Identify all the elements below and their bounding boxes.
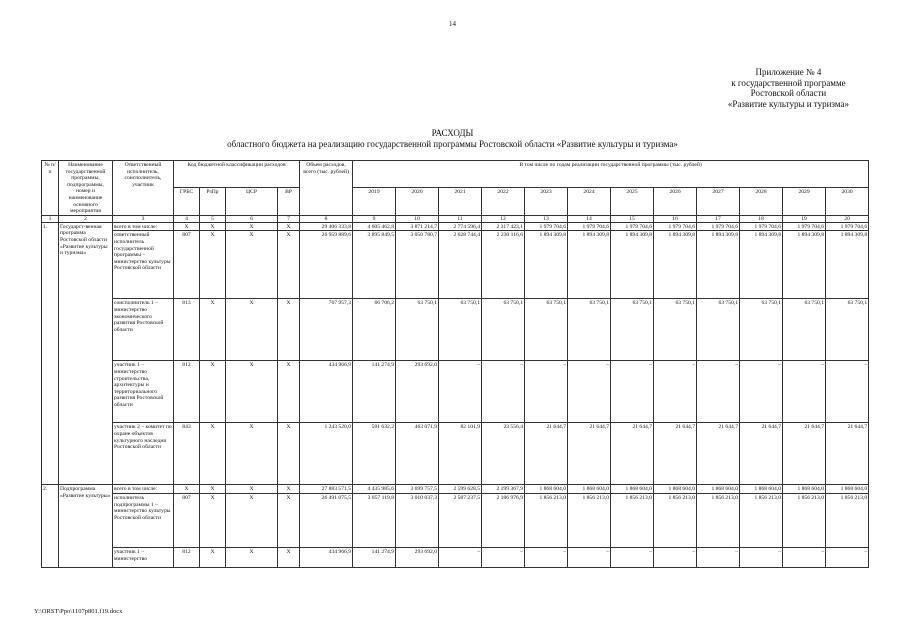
row-year-value: 141 274,9 [353, 547, 396, 567]
row-responsible: участник 2 – комитет по охране объектов культурного наследия Ростовской области [113, 423, 174, 485]
row-year-value: 21 644,7 [611, 423, 654, 485]
row-responsible: ответственный исполнитель государственной программы – министерство культуры Ростовской области [113, 231, 174, 299]
row-year-value: 63 750,1 [482, 299, 525, 361]
row-total: 434 966,9 [300, 547, 353, 567]
program-number: 2. [42, 485, 59, 568]
row-year-value: 501 632,2 [353, 423, 396, 485]
header-year: 2024 [568, 188, 611, 215]
row-csr: X [226, 493, 278, 547]
header-code-group: Код бюджетной классификации расходов [174, 161, 300, 188]
row-year-value: – [826, 361, 869, 423]
row-year-value: 63 750,1 [439, 299, 482, 361]
row-vr: X [278, 231, 300, 299]
row-year-value: 1 979 704,6 [783, 222, 826, 231]
row-year-value: – [482, 361, 525, 423]
column-number: 16 [654, 215, 697, 222]
column-number: 19 [783, 215, 826, 222]
column-number: 1 [42, 215, 59, 222]
footer-filepath: Y:\ORST\Ppo\1107p801.f19.docx [34, 608, 123, 615]
row-total: 29 406 333,8 [300, 222, 353, 231]
column-number: 9 [353, 215, 396, 222]
table-row [42, 299, 869, 361]
column-number-row [42, 215, 869, 222]
row-responsible: исполнитель подпрограммы 1 – министерство культуры Ростовской области [113, 493, 174, 547]
header-year: 2021 [439, 188, 482, 215]
row-rzpr: X [200, 493, 226, 547]
header-year: 2023 [525, 188, 568, 215]
row-year-value: 63 750,1 [568, 299, 611, 361]
program-name: Подпрограмма «Развитие культуры» [59, 485, 113, 568]
row-year-value: 1 894 309,8 [525, 231, 568, 299]
row-year-value: 1 856 213,0 [525, 493, 568, 547]
row-year-value: – [568, 547, 611, 567]
row-year-value: – [525, 547, 568, 567]
row-grbs: 807 [174, 231, 200, 299]
column-number: 10 [396, 215, 439, 222]
row-year-value: – [439, 361, 482, 423]
header-year: 2022 [482, 188, 525, 215]
row-grbs: 812 [174, 361, 200, 423]
row-year-value: 1 868 604,0 [740, 485, 783, 494]
row-responsible: участник 1 – министерство [113, 547, 174, 567]
appendix-line: Приложение № 4 [755, 67, 822, 77]
row-total: 1 243 520,0 [300, 423, 353, 485]
column-number: 8 [300, 215, 353, 222]
header-name: Наименование государственной программы, подпрограммы, номер и наименование основного мероприятия [59, 161, 113, 216]
row-year-value: 63 750,1 [740, 299, 783, 361]
row-year-value: 293 692,0 [396, 361, 439, 423]
row-csr: X [226, 299, 278, 361]
row-year-value: 1 856 213,0 [654, 493, 697, 547]
row-year-value: 2 317 423,1 [482, 222, 525, 231]
row-total: 26 959 889,6 [300, 231, 353, 299]
row-year-value: 1 868 604,0 [697, 485, 740, 494]
row-year-value: 4 435 985,6 [353, 485, 396, 494]
row-year-value: 1 979 704,6 [525, 222, 568, 231]
column-number: 18 [740, 215, 783, 222]
column-number: 17 [697, 215, 740, 222]
row-total: 767 957,3 [300, 299, 353, 361]
appendix-line: к государственной программе [731, 77, 846, 88]
column-number: 15 [611, 215, 654, 222]
header-volume: Объем расходов, всего (тыс. рублей) [300, 161, 353, 216]
row-rzpr: X [200, 222, 226, 231]
header-num: № п/п [42, 161, 59, 216]
row-year-value: 66 706,2 [353, 299, 396, 361]
title-main: РАСХОДЫ [431, 128, 474, 138]
row-year-value: 3 010 037,3 [396, 493, 439, 547]
row-year-value: – [697, 361, 740, 423]
row-year-value: 23 556,4 [482, 423, 525, 485]
row-responsible: всего в том числе: [113, 222, 174, 231]
column-number: 4 [174, 215, 200, 222]
table-row [42, 361, 869, 423]
row-year-value: 1 856 213,0 [783, 493, 826, 547]
header-csr: ЦСР [226, 188, 278, 215]
column-number: 13 [525, 215, 568, 222]
column-number: 20 [826, 215, 869, 222]
row-grbs: 812 [174, 547, 200, 567]
row-year-value: 2 186 976,9 [482, 493, 525, 547]
page-number: 14 [449, 20, 456, 28]
row-year-value: 2 230 116,6 [482, 231, 525, 299]
table-header [42, 161, 869, 223]
table-row [42, 485, 869, 494]
row-year-value: 463 071,9 [396, 423, 439, 485]
table-body [42, 222, 869, 567]
row-vr: X [278, 485, 300, 494]
row-year-value: – [783, 547, 826, 567]
row-year-value: – [439, 547, 482, 567]
row-year-value: 21 644,7 [740, 423, 783, 485]
table-row [42, 222, 869, 231]
row-year-value: 2 587 237,5 [439, 493, 482, 547]
header-year: 2025 [611, 188, 654, 215]
row-csr: X [226, 231, 278, 299]
table-row [42, 423, 869, 485]
column-number: 2 [59, 215, 113, 222]
row-total: 434 966,9 [300, 361, 353, 423]
row-year-value: 63 750,1 [525, 299, 568, 361]
row-year-value: 2 774 596,4 [439, 222, 482, 231]
row-year-value: 1 979 704,6 [611, 222, 654, 231]
row-csr: X [226, 485, 278, 494]
column-number: 3 [113, 215, 174, 222]
title-subtitle: областного бюджета на реализацию государственной программы Ростовской области «Развитие культуры и туризма» [227, 139, 678, 149]
row-vr: X [278, 361, 300, 423]
table-row [42, 547, 869, 567]
row-year-value: 1 868 604,0 [525, 485, 568, 494]
row-rzpr: X [200, 485, 226, 494]
row-year-value: 2 199 367,9 [482, 485, 525, 494]
row-year-value: 3 871 214,7 [396, 222, 439, 231]
column-number: 11 [439, 215, 482, 222]
header-years-group: В том числе по годам реализации государственной программы (тыс. рублей) [353, 161, 869, 188]
row-vr: X [278, 493, 300, 547]
row-year-value: 1 894 309,8 [740, 231, 783, 299]
row-year-value: 1 979 704,6 [697, 222, 740, 231]
row-csr: X [226, 222, 278, 231]
header-vr: ВР [278, 188, 300, 215]
row-year-value: 1 856 213,0 [826, 493, 869, 547]
row-year-value: 21 644,7 [568, 423, 611, 485]
document-title [0, 128, 905, 150]
row-grbs: 807 [174, 493, 200, 547]
row-grbs: X [174, 485, 200, 494]
row-year-value: 1 856 213,0 [740, 493, 783, 547]
row-vr: X [278, 222, 300, 231]
program-number: 1. [42, 222, 59, 485]
row-rzpr: X [200, 299, 226, 361]
row-year-value: 141 274,9 [353, 361, 396, 423]
row-grbs: 813 [174, 299, 200, 361]
row-year-value: 1 979 704,6 [740, 222, 783, 231]
program-name: Государст-венная программа Ростовской области «Развитие культуры и туризма» [59, 222, 113, 485]
table-row [42, 231, 869, 299]
row-year-value: – [654, 547, 697, 567]
row-grbs: X [174, 222, 200, 231]
row-rzpr: X [200, 361, 226, 423]
row-rzpr: X [200, 547, 226, 567]
row-year-value: 1 868 604,0 [611, 485, 654, 494]
row-year-value: – [525, 361, 568, 423]
header-year: 2030 [826, 188, 869, 215]
row-vr: X [278, 547, 300, 567]
row-year-value: 1 856 213,0 [568, 493, 611, 547]
row-year-value: 63 750,1 [783, 299, 826, 361]
column-number: 12 [482, 215, 525, 222]
header-year: 2029 [783, 188, 826, 215]
row-year-value: 1 979 704,6 [568, 222, 611, 231]
row-csr: X [226, 361, 278, 423]
row-year-value: 3 895 849,5 [353, 231, 396, 299]
row-year-value: 21 644,7 [783, 423, 826, 485]
row-year-value: – [568, 361, 611, 423]
row-year-value: 21 644,7 [826, 423, 869, 485]
header-year: 2020 [396, 188, 439, 215]
header-year: 2027 [697, 188, 740, 215]
row-rzpr: X [200, 231, 226, 299]
table-row [42, 493, 869, 547]
row-year-value: – [611, 361, 654, 423]
row-year-value: 3 050 780,7 [396, 231, 439, 299]
row-year-value: 4 605 462,8 [353, 222, 396, 231]
row-year-value: 1 868 604,0 [826, 485, 869, 494]
row-csr: X [226, 547, 278, 567]
row-year-value: 1 894 309,8 [826, 231, 869, 299]
expenses-table [41, 160, 869, 568]
row-year-value: 3 857 119,8 [353, 493, 396, 547]
row-responsible: всего в том числе: [113, 485, 174, 494]
row-year-value: 21 644,7 [697, 423, 740, 485]
appendix-line: Ростовской области [750, 88, 827, 98]
row-year-value: – [826, 547, 869, 567]
row-year-value: 1 894 309,8 [611, 231, 654, 299]
row-year-value: 1 868 604,0 [783, 485, 826, 494]
row-year-value: – [740, 361, 783, 423]
row-year-value: 1 894 309,8 [697, 231, 740, 299]
row-year-value: 1 894 309,8 [654, 231, 697, 299]
row-rzpr: X [200, 423, 226, 485]
row-year-value: 1 894 309,8 [783, 231, 826, 299]
appendix-block [728, 67, 849, 109]
header-year: 2026 [654, 188, 697, 215]
row-year-value: – [482, 547, 525, 567]
row-responsible: участник 1 – министерство строительства, архитектуры и территориального развития Ростовской области [113, 361, 174, 423]
row-year-value: – [654, 361, 697, 423]
row-year-value: 3 699 757,5 [396, 485, 439, 494]
row-year-value: – [783, 361, 826, 423]
row-year-value: 63 750,1 [611, 299, 654, 361]
column-number: 5 [200, 215, 226, 222]
row-year-value: 21 644,7 [654, 423, 697, 485]
header-responsible: Ответственный исполнитель, соисполнитель, участник [113, 161, 174, 216]
row-year-value: 1 894 309,8 [568, 231, 611, 299]
row-year-value: 2 599 628,5 [439, 485, 482, 494]
column-number: 14 [568, 215, 611, 222]
row-csr: X [226, 423, 278, 485]
appendix-line: «Развитие культуры и туризма» [727, 98, 849, 109]
row-year-value: 1 868 604,0 [568, 485, 611, 494]
row-total: 27 883 571,5 [300, 485, 353, 494]
row-year-value: 2 628 744,4 [439, 231, 482, 299]
row-vr: X [278, 299, 300, 361]
header-year: 2019 [353, 188, 396, 215]
header-year: 2028 [740, 188, 783, 215]
column-number: 7 [278, 215, 300, 222]
row-year-value: 1 979 704,6 [826, 222, 869, 231]
page-bottom [0, 604, 905, 640]
row-responsible: соисполнитель 1 – министерство экономического развития Ростовской области [113, 299, 174, 361]
header-rzpr: РзПр [200, 188, 226, 215]
row-year-value: 1 856 213,0 [611, 493, 654, 547]
row-year-value: 1 979 704,6 [654, 222, 697, 231]
row-year-value: 21 644,7 [525, 423, 568, 485]
row-total: 26 491 075,5 [300, 493, 353, 547]
row-year-value: 82 101,9 [439, 423, 482, 485]
row-year-value: 63 750,1 [396, 299, 439, 361]
header-grbs: ГРБС [174, 188, 200, 215]
row-year-value: – [740, 547, 783, 567]
row-year-value: 1 868 604,0 [654, 485, 697, 494]
row-year-value: 293 692,0 [396, 547, 439, 567]
row-year-value: 1 856 213,0 [697, 493, 740, 547]
row-year-value: – [697, 547, 740, 567]
row-year-value: 63 750,1 [826, 299, 869, 361]
column-number: 6 [226, 215, 278, 222]
row-vr: X [278, 423, 300, 485]
row-year-value: 63 750,1 [654, 299, 697, 361]
row-year-value: 63 750,1 [697, 299, 740, 361]
row-grbs: 843 [174, 423, 200, 485]
row-year-value: – [611, 547, 654, 567]
